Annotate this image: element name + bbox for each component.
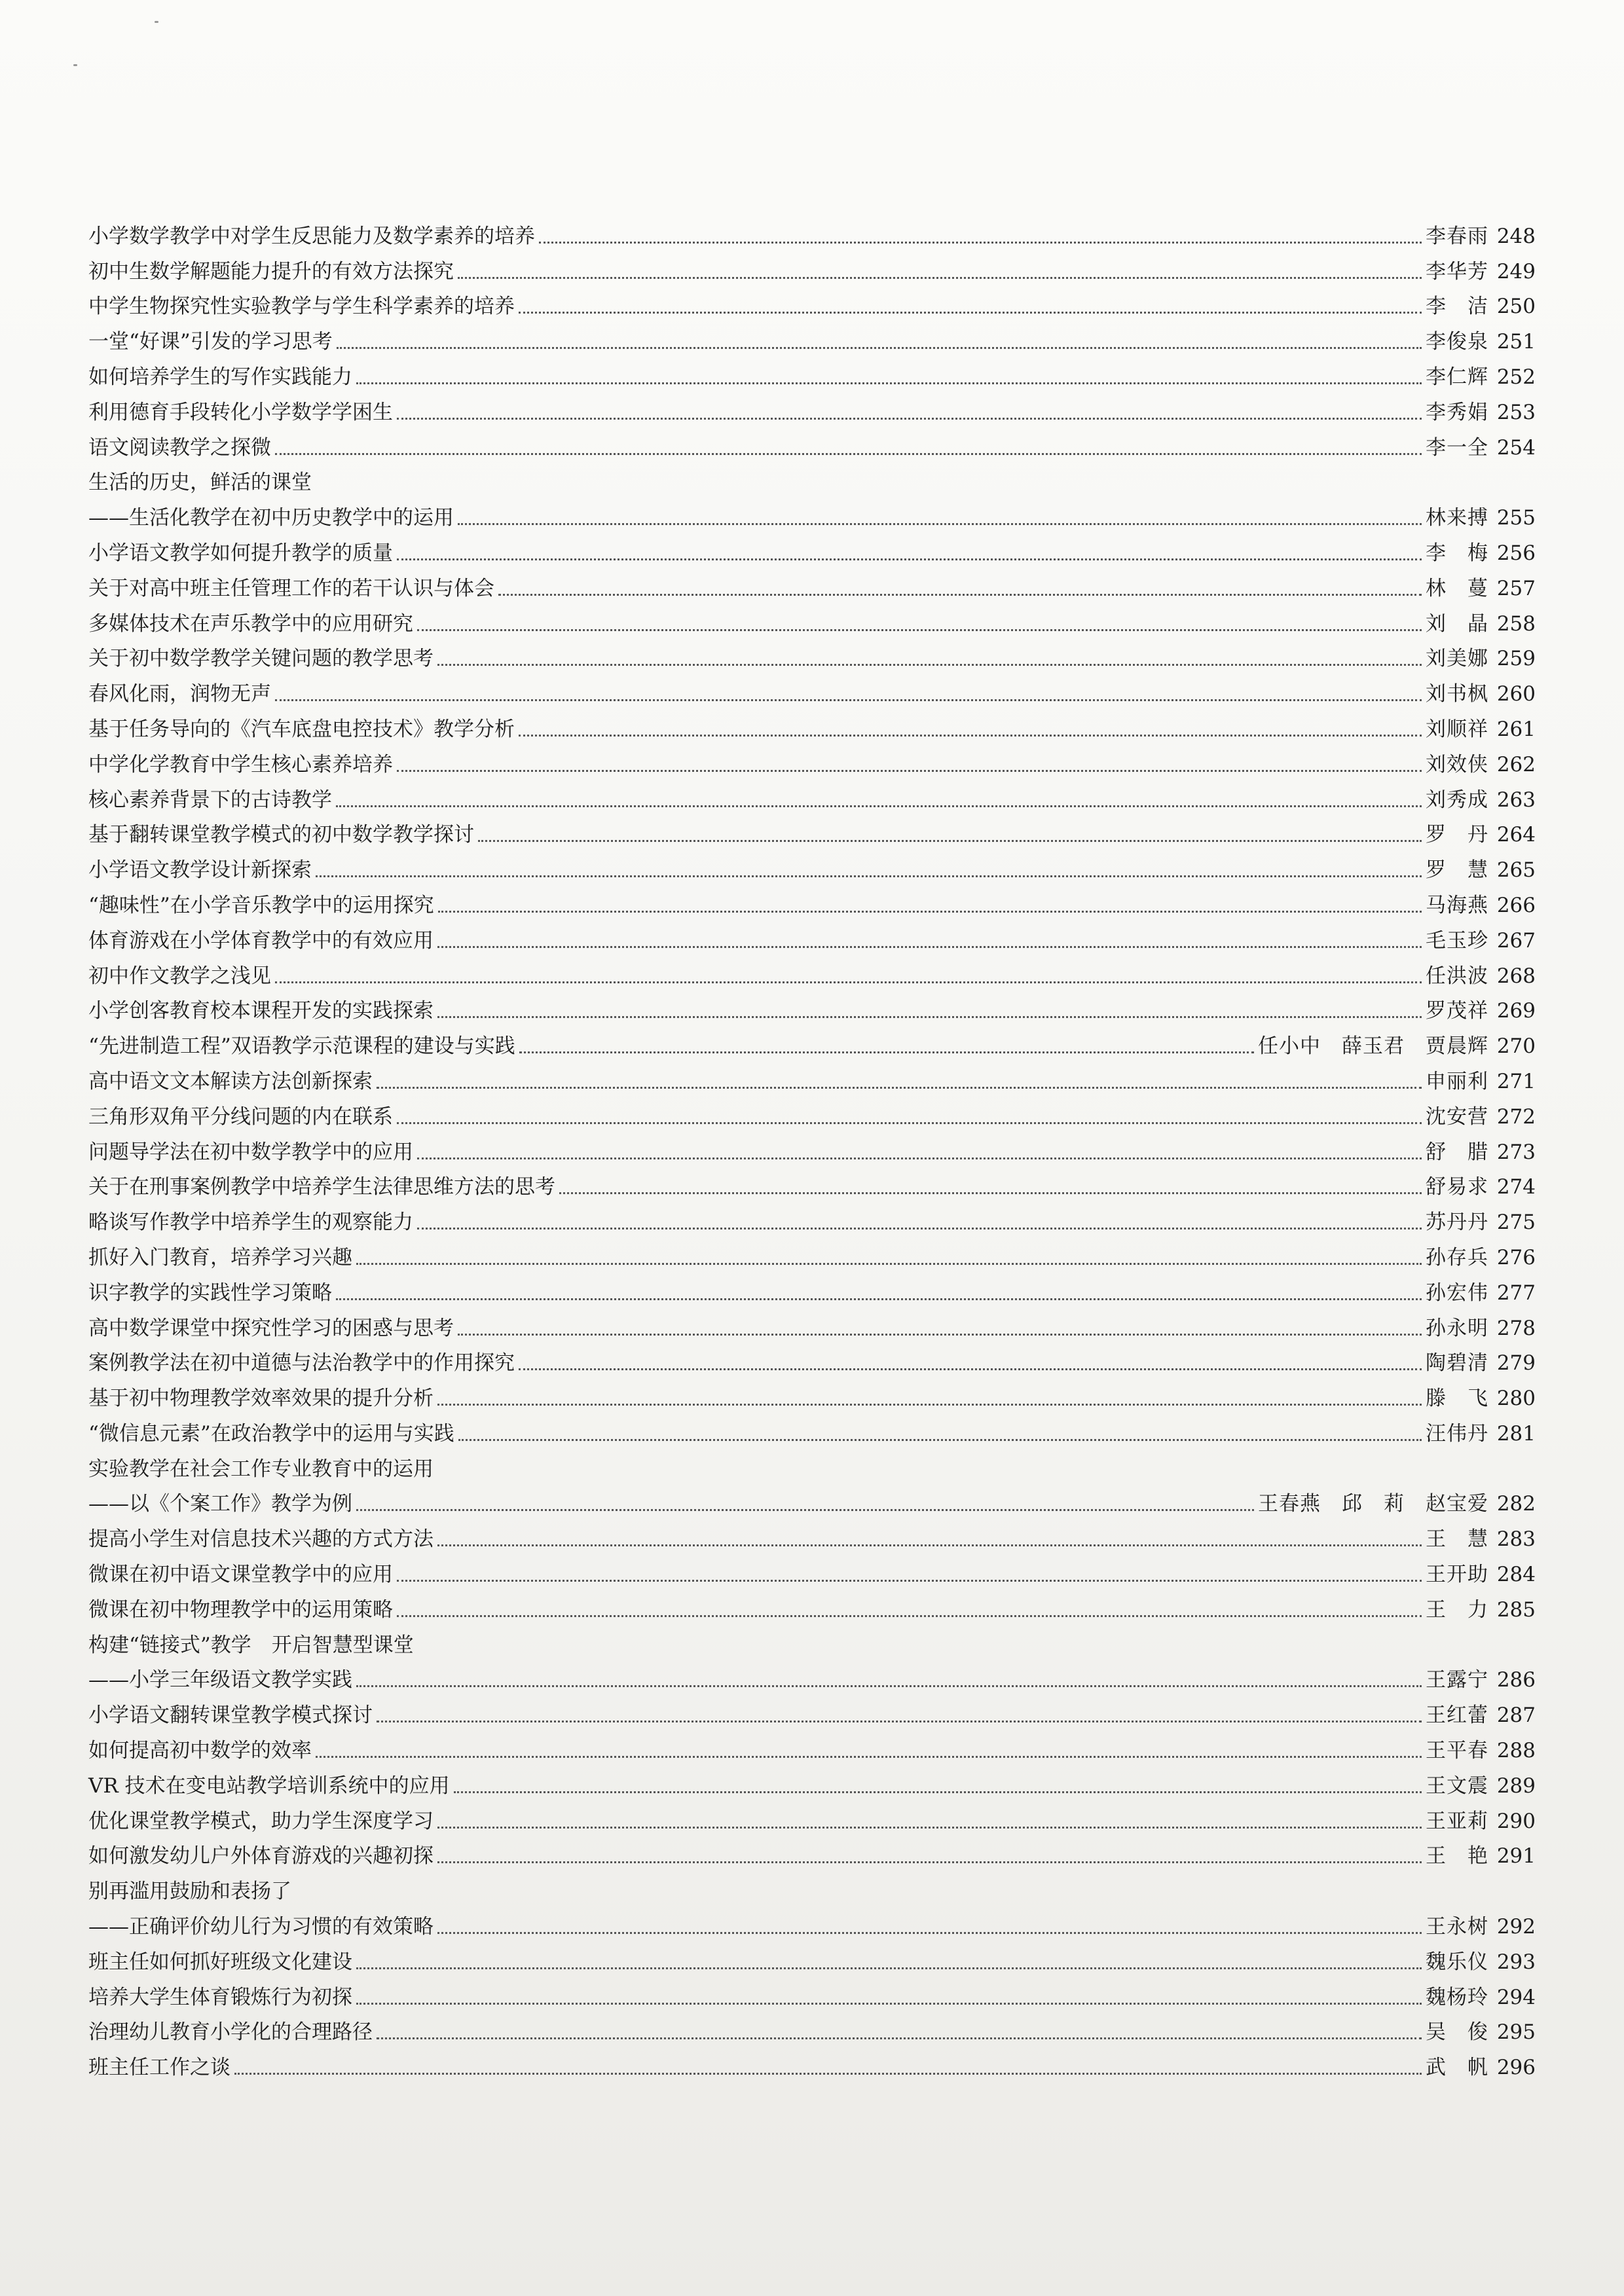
toc-entry-title: 基于任务导向的《汽车底盘电控技术》教学分析 — [88, 717, 515, 741]
toc-entry — [88, 320, 1536, 355]
toc-entry-page-number: 296 — [1496, 2056, 1536, 2080]
toc-entry — [88, 1236, 1536, 1271]
toc-entry — [88, 884, 1536, 919]
dot-leader — [437, 664, 1422, 666]
toc-entry-page-number: 276 — [1496, 1245, 1536, 1269]
toc-entry-title: 三角形双角平分线问题的内在联系 — [88, 1104, 393, 1129]
dot-leader — [356, 1685, 1422, 1687]
toc-entry — [88, 567, 1536, 602]
scan-speck — [73, 64, 77, 66]
toc-entry-page-number: 273 — [1496, 1140, 1536, 1164]
dot-leader — [519, 735, 1422, 737]
toc-entry-title: 问题导学法在初中数学教学中的应用 — [88, 1140, 413, 1164]
toc-entry-title: VR 技术在变电站教学培训系统中的应用 — [88, 1774, 450, 1798]
toc-entry-authors: 罗茂祥 — [1426, 999, 1488, 1023]
toc-entry-authors: 王红蕾 — [1426, 1704, 1488, 1728]
toc-entry-title: 高中语文文本解读方法创新探索 — [88, 1069, 373, 1093]
dot-leader — [437, 1932, 1422, 1934]
toc-entry — [88, 919, 1536, 955]
toc-entry-page-number: 263 — [1496, 788, 1536, 812]
toc-entry-page-number: 249 — [1496, 259, 1536, 283]
toc-entry-page-number: 285 — [1496, 1597, 1536, 1622]
toc-entry-authors: 李华芳 — [1426, 259, 1488, 283]
toc-entry — [88, 532, 1536, 567]
toc-entry-title: 一堂“好课”引发的学习思考 — [88, 330, 333, 354]
toc-entry-authors: 陶碧清 — [1426, 1351, 1488, 1376]
toc-entry-authors: 汪伟丹 — [1426, 1421, 1488, 1446]
toc-entry-title: 小学语文教学设计新探索 — [88, 858, 312, 883]
toc-entry — [88, 990, 1536, 1025]
toc-entry — [88, 638, 1536, 673]
toc-entry-authors: 刘美娜 — [1426, 647, 1488, 671]
dot-leader — [498, 594, 1422, 596]
toc-entry-authors: 舒 腊 — [1426, 1140, 1488, 1164]
toc-entry-page-number: 292 — [1496, 1915, 1536, 1939]
toc-entry-title: 微课在初中物理教学中的运用策略 — [88, 1597, 393, 1622]
toc-entry — [88, 1694, 1536, 1729]
dot-leader — [397, 1122, 1422, 1124]
toc-entry-page-number: 256 — [1496, 541, 1536, 565]
toc-entry-title: 实验教学在社会工作专业教育中的运用 — [88, 1457, 434, 1481]
toc-entry-authors: 李秀娟 — [1426, 400, 1488, 424]
toc-entry-page-number: 259 — [1496, 647, 1536, 671]
toc-entry-page-number: 270 — [1496, 1034, 1536, 1059]
toc-entry-page-number: 261 — [1496, 717, 1536, 741]
toc-entry-authors: 罗 丹 — [1426, 823, 1488, 847]
toc-entry-title: 小学语文翻转课堂教学模式探讨 — [88, 1704, 373, 1728]
dot-leader — [377, 1721, 1422, 1722]
toc-entry — [88, 1060, 1536, 1095]
toc-entry-page-number: 254 — [1496, 435, 1536, 460]
toc-entry-authors: 王永树 — [1426, 1915, 1488, 1939]
toc-entry-page-number: 280 — [1496, 1387, 1536, 1411]
dot-leader — [275, 981, 1422, 983]
toc-entry-title: 培养大学生体育锻炼行为初探 — [88, 1985, 352, 2009]
dot-leader — [316, 1756, 1422, 1758]
toc-entry-title: 利用德育手段转化小学数学学困生 — [88, 400, 393, 424]
toc-entry-title: 高中数学课堂中探究性学习的困惑与思考 — [88, 1316, 454, 1340]
scan-speck — [155, 21, 158, 23]
dot-leader — [356, 2003, 1422, 2005]
toc-entry-authors: 刘效侠 — [1426, 752, 1488, 776]
toc-entry-title: 班主任工作之谈 — [88, 2056, 231, 2080]
toc-entry-authors: 任洪波 — [1426, 964, 1488, 988]
toc-entry-title: 别再滥用鼓励和表扬了 — [88, 1880, 291, 1904]
toc-entry-title: 小学创客教育校本课程开发的实践探索 — [88, 999, 434, 1023]
toc-entry-title: 微课在初中语文课堂教学中的应用 — [88, 1563, 393, 1587]
toc-entry-authors: 刘顺祥 — [1426, 717, 1488, 741]
dot-leader — [539, 242, 1422, 244]
toc-entry — [88, 355, 1536, 391]
toc-entry-title: 如何提高初中数学的效率 — [88, 1739, 312, 1763]
dot-leader — [377, 2037, 1422, 2039]
toc-entry-page-number: 287 — [1496, 1704, 1536, 1728]
toc-entry-authors: 武 帆 — [1426, 2056, 1488, 2080]
toc-entry-page-number: 277 — [1496, 1281, 1536, 1305]
toc-entry-authors: 王亚莉 — [1426, 1809, 1488, 1833]
toc-entry-title: 小学语文教学如何提升教学的质量 — [88, 541, 393, 565]
toc-entry-authors: 罗 慧 — [1426, 858, 1488, 883]
toc-entry — [88, 1166, 1536, 1201]
dot-leader — [397, 1615, 1422, 1617]
toc-entry-page-number: 260 — [1496, 682, 1536, 706]
toc-entry-page-number: 264 — [1496, 823, 1536, 847]
toc-entry-authors: 苏丹丹 — [1426, 1211, 1488, 1235]
toc-entry — [88, 1553, 1536, 1588]
dot-leader — [397, 418, 1422, 420]
dot-leader — [519, 1368, 1422, 1370]
toc-entry — [88, 496, 1536, 532]
toc-entry-title: 构建“链接式”教学 开启智慧型课堂 — [88, 1633, 414, 1657]
toc-entry-page-number: 267 — [1496, 928, 1536, 953]
dot-leader — [234, 2073, 1422, 2075]
toc-entry-title: ——生活化教学在初中历史教学中的运用 — [88, 506, 454, 530]
toc-entry — [88, 1729, 1536, 1764]
toc-entry-page-number: 272 — [1496, 1104, 1536, 1129]
dot-leader — [458, 1334, 1422, 1336]
toc-entry — [88, 1131, 1536, 1166]
toc-entry — [88, 1025, 1536, 1060]
toc-entry — [88, 1518, 1536, 1553]
toc-entry — [88, 602, 1536, 638]
dot-leader — [417, 1157, 1422, 1159]
dot-leader — [275, 453, 1422, 455]
toc-entry — [88, 1835, 1536, 1870]
toc-entry-page-number: 274 — [1496, 1175, 1536, 1199]
toc-entry-authors: 马海燕 — [1426, 893, 1488, 917]
toc-entry-authors: 刘秀成 — [1426, 788, 1488, 812]
toc-entry-title: 关于初中数学教学关键问题的教学思考 — [88, 647, 434, 671]
toc-entry — [88, 672, 1536, 708]
toc-entry-title: 治理幼儿教育小学化的合理路径 — [88, 2020, 373, 2045]
toc-entry-authors: 任小中 薛玉君 贾晨辉 — [1258, 1034, 1488, 1059]
toc-entry-authors: 王 慧 — [1426, 1527, 1488, 1552]
toc-entry-title: 小学数学教学中对学生反思能力及数学素养的培养 — [88, 224, 535, 248]
toc-entry-title: “微信息元素”在政治教学中的运用与实践 — [88, 1421, 454, 1446]
dot-leader — [397, 770, 1422, 772]
dot-leader — [417, 1228, 1422, 1230]
toc-entry-title: 初中生数学解题能力提升的有效方法探究 — [88, 259, 454, 283]
toc-entry — [88, 1271, 1536, 1307]
toc-entry-page-number: 282 — [1496, 1492, 1536, 1516]
dot-leader — [417, 629, 1422, 631]
toc-entry-authors: 王平春 — [1426, 1739, 1488, 1763]
toc-entry — [88, 848, 1536, 884]
toc-entry-authors: 孙永明 — [1426, 1316, 1488, 1340]
toc-entry-title: 班主任如何抓好班级文化建设 — [88, 1950, 352, 1974]
dot-leader — [377, 1087, 1422, 1089]
toc-entry — [88, 1412, 1536, 1448]
toc-entry — [88, 426, 1536, 462]
toc-entry-title: 核心素养背景下的古诗教学 — [88, 788, 332, 812]
dot-leader — [397, 1580, 1422, 1582]
toc-entry-authors: 王 力 — [1426, 1597, 1488, 1622]
toc-entry-authors: 李一全 — [1426, 435, 1488, 460]
toc-entry-authors: 林 蔓 — [1426, 576, 1488, 600]
toc-entry-title: ——小学三年级语文教学实践 — [88, 1668, 352, 1692]
toc-entry-page-number: 258 — [1496, 611, 1536, 636]
dot-leader — [316, 875, 1422, 877]
toc-entry — [88, 1095, 1536, 1131]
toc-entry-page-number: 252 — [1496, 365, 1536, 389]
dot-leader — [336, 805, 1422, 807]
toc-entry-title: ——以《个案工作》教学为例 — [88, 1492, 352, 1516]
toc-entry-authors: 李 梅 — [1426, 541, 1488, 565]
toc-entry — [88, 1483, 1536, 1518]
dot-leader — [478, 840, 1422, 842]
toc-entry-page-number: 283 — [1496, 1527, 1536, 1552]
toc-entry-authors: 王春燕 邱 莉 赵宝爱 — [1258, 1492, 1488, 1516]
toc-entry — [88, 1976, 1536, 2011]
toc-entry-title: 春风化雨，润物无声 — [88, 682, 271, 706]
toc-section-title — [88, 1624, 1536, 1659]
dot-leader — [397, 558, 1422, 560]
toc-entry-page-number: 295 — [1496, 2020, 1536, 2045]
dot-leader — [337, 347, 1422, 349]
dot-leader — [458, 277, 1422, 279]
toc-entry-page-number: 250 — [1496, 295, 1536, 319]
toc-entry — [88, 1905, 1536, 1941]
toc-entry-page-number: 251 — [1496, 330, 1536, 354]
dot-leader — [336, 1298, 1422, 1300]
toc-section-title — [88, 462, 1536, 497]
toc-entry — [88, 285, 1536, 321]
toc-entry — [88, 391, 1536, 426]
toc-entry-authors: 刘书枫 — [1426, 682, 1488, 706]
toc-entry — [88, 778, 1536, 814]
toc-entry-title: 中学生物探究性实验教学与学生科学素养的培养 — [88, 295, 515, 319]
toc-entry-title: 如何激发幼儿户外体育游戏的兴趣初探 — [88, 1844, 434, 1868]
dot-leader — [437, 1544, 1422, 1546]
toc-entry — [88, 1800, 1536, 1835]
dot-leader — [356, 1263, 1422, 1265]
toc-entry-authors: 王文震 — [1426, 1774, 1488, 1798]
toc-entry-authors: 吴 俊 — [1426, 2020, 1488, 2045]
toc-entry-page-number: 257 — [1496, 576, 1536, 600]
toc-entry-authors: 王开助 — [1426, 1563, 1488, 1587]
toc-entry-page-number: 253 — [1496, 400, 1536, 424]
toc-entry-title: 初中作文教学之浅见 — [88, 964, 271, 988]
toc-entry-page-number: 266 — [1496, 893, 1536, 917]
toc-entry-authors: 魏杨玲 — [1426, 1985, 1488, 2009]
toc-entry — [88, 1941, 1536, 1976]
toc-entry-title: 生活的历史，鲜活的课堂 — [88, 471, 312, 495]
toc-entry-authors: 李春雨 — [1426, 224, 1488, 248]
toc-entry-title: “先进制造工程”双语教学示范课程的建设与实践 — [88, 1034, 515, 1059]
toc-entry — [88, 1659, 1536, 1694]
toc-entry-page-number: 290 — [1496, 1809, 1536, 1833]
toc-entry-title: 关于在刑事案例教学中培养学生法律思维方法的思考 — [88, 1175, 555, 1199]
toc-entry-title: 体育游戏在小学体育教学中的有效应用 — [88, 928, 434, 953]
toc-entry — [88, 955, 1536, 990]
toc-entry-title: 如何培养学生的写作实践能力 — [88, 365, 352, 389]
toc-entry-page-number: 268 — [1496, 964, 1536, 988]
toc-entry — [88, 1588, 1536, 1624]
toc-entry-authors: 滕 飞 — [1426, 1387, 1488, 1411]
toc-entry-page-number: 248 — [1496, 224, 1536, 248]
toc-entry-title: 基于初中物理教学效率效果的提升分析 — [88, 1387, 434, 1411]
toc-entry-title: ——正确评价幼儿行为习惯的有效策略 — [88, 1915, 434, 1939]
toc-entry — [88, 1342, 1536, 1377]
toc-entry-page-number: 271 — [1496, 1069, 1536, 1093]
dot-leader — [437, 946, 1422, 948]
dot-leader — [437, 1861, 1422, 1863]
toc-entry-authors: 王露宁 — [1426, 1668, 1488, 1692]
toc-entry — [88, 708, 1536, 743]
toc-entry-authors: 申丽利 — [1426, 1069, 1488, 1093]
dot-leader — [356, 1967, 1422, 1969]
toc-entry — [88, 1307, 1536, 1342]
toc-entry — [88, 2011, 1536, 2047]
toc-entry-authors: 舒易求 — [1426, 1175, 1488, 1199]
dot-leader — [458, 1439, 1422, 1441]
toc-entry-page-number: 265 — [1496, 858, 1536, 883]
dot-leader — [458, 523, 1422, 525]
dot-leader — [356, 1509, 1254, 1511]
toc-entry-authors: 刘 晶 — [1426, 611, 1488, 636]
toc-entry-title: 关于对高中班主任管理工作的若干认识与体会 — [88, 576, 494, 600]
toc-entry-authors: 沈安营 — [1426, 1104, 1488, 1129]
toc-entry — [88, 250, 1536, 285]
toc-entry-page-number: 291 — [1496, 1844, 1536, 1868]
dot-leader — [438, 911, 1422, 913]
toc-entry-page-number: 286 — [1496, 1668, 1536, 1692]
toc-entry — [88, 814, 1536, 849]
table-of-contents — [88, 215, 1536, 2081]
toc-entry-page-number: 255 — [1496, 506, 1536, 530]
toc-entry-page-number: 275 — [1496, 1211, 1536, 1235]
dot-leader — [519, 312, 1422, 314]
toc-entry-page-number: 288 — [1496, 1739, 1536, 1763]
dot-leader — [437, 1404, 1422, 1406]
toc-entry-authors: 孙存兵 — [1426, 1245, 1488, 1269]
toc-entry-authors: 李 洁 — [1426, 295, 1488, 319]
toc-entry-authors: 孙宏伟 — [1426, 1281, 1488, 1305]
toc-entry-title: 中学化学教育中学生核心素养培养 — [88, 752, 393, 776]
toc-entry — [88, 1764, 1536, 1800]
toc-entry-title: 优化课堂教学模式，助力学生深度学习 — [88, 1809, 434, 1833]
toc-entry-title: 抓好入门教育，培养学习兴趣 — [88, 1245, 352, 1269]
toc-entry-title: 提高小学生对信息技术兴趣的方式方法 — [88, 1527, 434, 1552]
toc-entry — [88, 215, 1536, 250]
toc-entry-page-number: 279 — [1496, 1351, 1536, 1376]
toc-entry-page-number: 262 — [1496, 752, 1536, 776]
toc-section-title — [88, 1870, 1536, 1905]
dot-leader — [356, 382, 1422, 384]
dot-leader — [559, 1192, 1422, 1194]
dot-leader — [454, 1791, 1422, 1793]
dot-leader — [519, 1051, 1254, 1053]
toc-entry-authors: 李仁辉 — [1426, 365, 1488, 389]
toc-entry-page-number: 278 — [1496, 1316, 1536, 1340]
toc-entry — [88, 1377, 1536, 1412]
toc-entry-authors: 王 艳 — [1426, 1844, 1488, 1868]
toc-entry-page-number: 293 — [1496, 1950, 1536, 1974]
toc-entry-page-number: 269 — [1496, 999, 1536, 1023]
toc-entry-title: 多媒体技术在声乐教学中的应用研究 — [88, 611, 413, 636]
dot-leader — [437, 1827, 1422, 1829]
dot-leader — [437, 1016, 1422, 1018]
dot-leader — [275, 699, 1422, 701]
toc-entry-authors: 林来搏 — [1426, 506, 1488, 530]
toc-entry-page-number: 284 — [1496, 1563, 1536, 1587]
toc-entry-page-number: 289 — [1496, 1774, 1536, 1798]
toc-entry — [88, 1201, 1536, 1236]
toc-entry-title: 基于翻转课堂教学模式的初中数学教学探讨 — [88, 823, 474, 847]
toc-entry-page-number: 281 — [1496, 1421, 1536, 1446]
toc-entry-title: 略谈写作教学中培养学生的观察能力 — [88, 1211, 413, 1235]
toc-entry — [88, 2046, 1536, 2081]
toc-entry-page-number: 294 — [1496, 1985, 1536, 2009]
toc-entry-title: 语文阅读教学之探微 — [88, 435, 271, 460]
toc-entry — [88, 743, 1536, 778]
toc-section-title — [88, 1448, 1536, 1483]
toc-entry-title: “趣味性”在小学音乐教学中的运用探究 — [88, 893, 434, 917]
toc-entry-title: 案例教学法在初中道德与法治教学中的作用探究 — [88, 1351, 515, 1376]
toc-entry-title: 识字教学的实践性学习策略 — [88, 1281, 332, 1305]
toc-entry-authors: 毛玉珍 — [1426, 928, 1488, 953]
toc-entry-authors: 李俊泉 — [1426, 330, 1488, 354]
toc-entry-authors: 魏乐仪 — [1426, 1950, 1488, 1974]
